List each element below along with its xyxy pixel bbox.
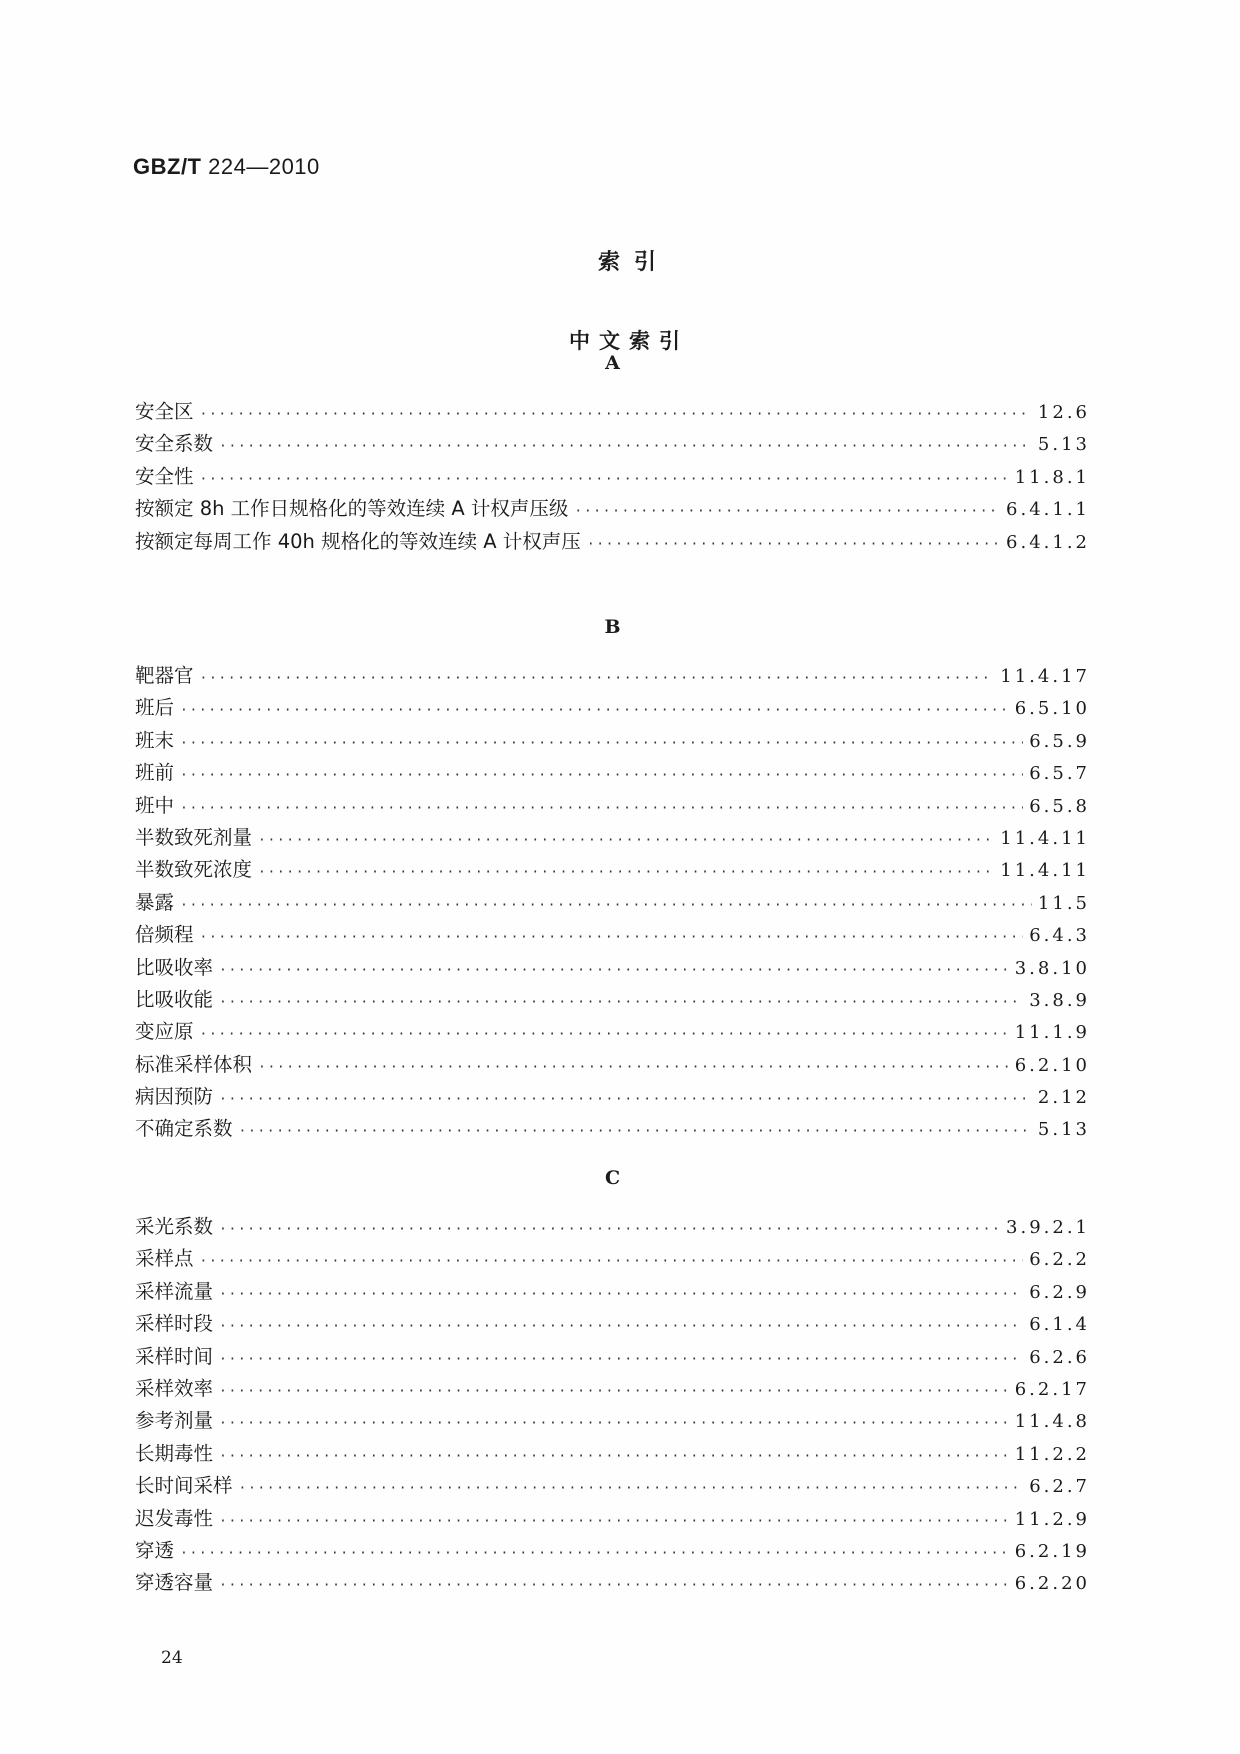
entry-term: 变应原	[135, 1020, 194, 1044]
dot-leader	[219, 955, 1009, 987]
dot-leader	[219, 431, 1032, 463]
entry-term: 暴露	[135, 890, 175, 914]
page-title: 索引	[597, 250, 670, 275]
dot-leader	[180, 695, 1009, 727]
index-entry	[135, 692, 1090, 724]
entry-term: 班中	[135, 793, 175, 817]
entry-term: 采样时段	[135, 1312, 214, 1336]
index-section-c	[135, 1163, 1090, 1600]
section-letter: A	[605, 352, 620, 374]
dot-leader	[200, 464, 1009, 496]
dot-leader	[180, 760, 1023, 792]
entry-term: 比吸收率	[135, 955, 214, 979]
entry-ref: 11.4.8	[1014, 1411, 1090, 1433]
index-entry	[135, 822, 1090, 854]
entry-term: 按额定每周工作 40h 规格化的等效连续 A 计权声压	[135, 529, 581, 553]
dot-leader	[219, 1344, 1023, 1376]
index-section-b	[135, 612, 1090, 1146]
index-entry	[135, 526, 1090, 558]
entry-ref: 5.13	[1037, 1119, 1090, 1141]
page-subtitle: 中文索引	[569, 329, 689, 353]
entry-ref: 6.1.4	[1029, 1314, 1090, 1336]
dot-leader	[239, 1116, 1032, 1148]
section-letter: C	[604, 1167, 621, 1189]
page-number: 24	[161, 1648, 183, 1668]
entry-term: 靶器官	[135, 664, 194, 687]
index-entry	[135, 984, 1090, 1016]
entry-ref: 6.4.1.2	[1006, 531, 1090, 553]
index-entry	[135, 790, 1090, 822]
entry-ref: 11.1.9	[1014, 1022, 1090, 1044]
entry-term: 比吸收能	[135, 987, 214, 1011]
index-entry	[135, 1373, 1090, 1405]
entry-ref: 6.5.7	[1029, 763, 1090, 785]
entry-ref: 6.2.6	[1029, 1346, 1090, 1368]
dot-leader	[200, 1246, 1024, 1278]
entry-ref: 11.4.17	[1000, 666, 1090, 687]
index-entry	[135, 1049, 1090, 1081]
entry-ref: 6.5.10	[1014, 698, 1090, 720]
entry-ref: 3.8.10	[1014, 957, 1090, 979]
entry-ref: 6.2.2	[1029, 1249, 1090, 1271]
entry-term: 班前	[135, 761, 175, 785]
index-entry	[135, 1438, 1090, 1470]
entry-term: 采样点	[135, 1247, 194, 1271]
index-entry	[135, 887, 1090, 919]
standard-number: 224—2010	[208, 154, 320, 179]
entry-term: 倍频程	[135, 923, 194, 947]
index-section-a	[135, 348, 1090, 558]
entry-ref: 6.2.9	[1029, 1281, 1090, 1303]
entry-term: 半数致死浓度	[135, 858, 253, 882]
entry-term: 班后	[135, 696, 175, 720]
index-entry	[135, 461, 1090, 493]
index-entry	[135, 952, 1090, 984]
index-entry	[135, 1081, 1090, 1113]
index-entry	[135, 1567, 1090, 1599]
index-entry	[135, 1341, 1090, 1373]
dot-leader	[219, 1506, 1009, 1538]
entry-ref: 11.4.11	[1000, 827, 1090, 849]
dot-leader	[200, 663, 995, 695]
entry-term: 安全性	[135, 464, 194, 488]
index-entry	[135, 1276, 1090, 1308]
entry-term: 长时间采样	[135, 1474, 233, 1498]
dot-leader	[258, 857, 994, 889]
index-entry	[135, 1405, 1090, 1437]
dot-leader	[180, 728, 1023, 760]
dot-leader	[180, 793, 1023, 825]
index-entry	[135, 1470, 1090, 1502]
index-entry	[135, 757, 1090, 789]
dot-leader	[200, 922, 1024, 954]
dot-leader	[219, 987, 1023, 1019]
entry-term: 标准采样体积	[135, 1052, 253, 1076]
dot-leader	[258, 1052, 1009, 1084]
index-entry	[135, 493, 1090, 525]
dot-leader	[219, 1084, 1032, 1116]
index-entry	[135, 1503, 1090, 1535]
entry-ref: 11.5	[1037, 892, 1090, 914]
dot-leader	[219, 1376, 1009, 1408]
dot-leader	[219, 1279, 1023, 1311]
index-entry	[135, 1308, 1090, 1340]
entry-term: 班末	[135, 728, 175, 752]
index-entry	[135, 396, 1090, 428]
entry-term: 迟发毒性	[135, 1506, 214, 1530]
index-entry	[135, 725, 1090, 757]
entry-term: 病因预防	[135, 1085, 214, 1109]
entry-ref: 11.2.9	[1014, 1508, 1090, 1530]
dot-leader	[200, 1019, 1009, 1051]
entry-ref: 11.8.1	[1014, 466, 1090, 488]
dot-leader	[180, 890, 1032, 922]
dot-leader	[219, 1311, 1023, 1343]
entry-term: 安全区	[135, 400, 194, 423]
dot-leader	[258, 825, 994, 857]
entry-ref: 6.2.19	[1014, 1540, 1090, 1562]
entry-ref: 6.5.8	[1029, 795, 1090, 817]
entry-ref: 12.6	[1037, 402, 1090, 423]
index-entry	[135, 428, 1090, 460]
entry-ref: 6.2.7	[1029, 1476, 1090, 1498]
entry-term: 安全系数	[135, 432, 214, 456]
index-entry	[135, 1016, 1090, 1048]
dot-leader	[587, 529, 1000, 561]
index-entry	[135, 660, 1090, 692]
dot-leader	[180, 1538, 1009, 1570]
entry-ref: 2.12	[1037, 1087, 1090, 1109]
entry-ref: 6.2.10	[1014, 1054, 1090, 1076]
entry-ref: 6.2.17	[1014, 1378, 1090, 1400]
entry-ref: 6.4.1.1	[1006, 499, 1090, 521]
entry-ref: 3.9.2.1	[1006, 1217, 1090, 1238]
index-entry	[135, 919, 1090, 951]
dot-leader	[219, 1441, 1009, 1473]
entry-term: 不确定系数	[135, 1117, 233, 1141]
dot-leader	[574, 496, 1000, 528]
entry-ref: 6.2.20	[1014, 1573, 1090, 1595]
entry-term: 参考剂量	[135, 1409, 214, 1433]
dot-leader	[219, 1214, 1000, 1246]
entry-term: 采样流量	[135, 1279, 214, 1303]
standard-prefix: GBZ/T	[133, 154, 202, 179]
dot-leader	[200, 399, 1032, 431]
entry-ref: 5.13	[1037, 434, 1090, 456]
index-entry	[135, 1211, 1090, 1243]
entry-term: 穿透容量	[135, 1571, 214, 1595]
entry-term: 长期毒性	[135, 1441, 214, 1465]
index-entry	[135, 1243, 1090, 1275]
section-letter: B	[604, 616, 621, 638]
entry-term: 半数致死剂量	[135, 825, 253, 849]
index-entry	[135, 1113, 1090, 1145]
entry-ref: 11.4.11	[1000, 860, 1090, 882]
index-entry	[135, 1535, 1090, 1567]
entry-term: 按额定 8h 工作日规格化的等效连续 A 计权声压级	[135, 497, 569, 521]
dot-leader	[239, 1473, 1024, 1505]
entry-ref: 3.8.9	[1029, 989, 1090, 1011]
entry-term: 采样时间	[135, 1344, 214, 1368]
dot-leader	[219, 1408, 1009, 1440]
entry-term: 穿透	[135, 1538, 175, 1562]
entry-term: 采光系数	[135, 1215, 214, 1238]
entry-ref: 11.2.2	[1014, 1443, 1090, 1465]
entry-term: 采样效率	[135, 1376, 214, 1400]
standard-code	[133, 154, 320, 180]
dot-leader	[219, 1570, 1009, 1602]
index-entry	[135, 854, 1090, 886]
entry-ref: 6.4.3	[1029, 925, 1090, 947]
entry-ref: 6.5.9	[1029, 730, 1090, 752]
